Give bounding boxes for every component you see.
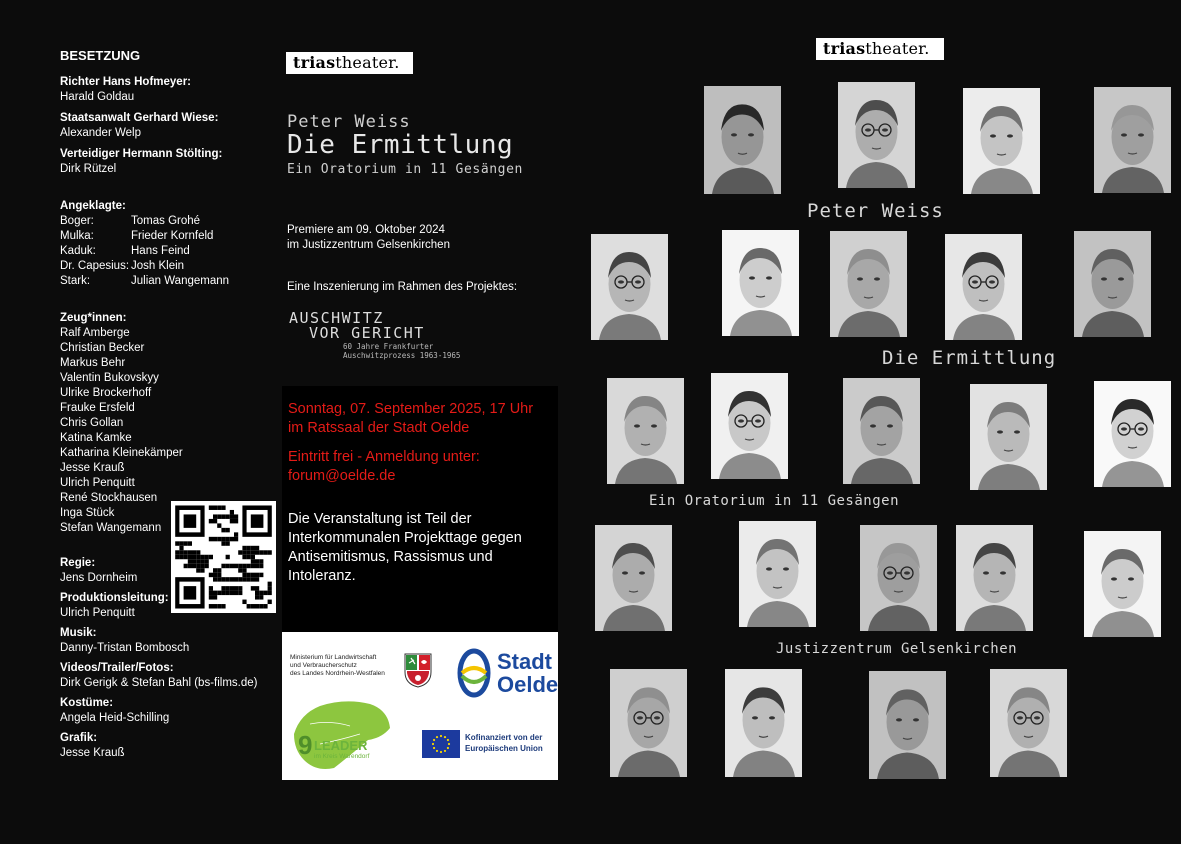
portrait-face-icon (1094, 381, 1171, 487)
nrw-crest-icon (403, 652, 433, 688)
cast-portrait (1084, 531, 1161, 637)
leader-logo: 9 LEADER im Kreis Warendorf (290, 694, 400, 774)
trias-theater-logo: triastheater. (286, 52, 413, 74)
eu-cofunding-logo: Kofinanziert von der Europäischen Union (422, 730, 552, 758)
portrait-face-icon (970, 384, 1047, 490)
cast-portrait (838, 82, 915, 188)
cast-portrait (860, 525, 937, 631)
qr-code[interactable] (171, 501, 276, 613)
cast-portrait (711, 373, 788, 479)
cast-portrait (1094, 381, 1171, 487)
portrait-face-icon (739, 521, 816, 627)
cast-role: Richter Hans Hofmeyer: Harald Goldau (60, 76, 192, 103)
event-entry: Eintritt frei - Anmeldung unter: (288, 449, 480, 465)
cast-portrait (990, 669, 1067, 777)
eu-flag-icon (422, 730, 460, 758)
cast-portrait (956, 525, 1033, 631)
event-date: Sonntag, 07. September 2025, 17 Uhr (288, 401, 534, 417)
event-email[interactable]: forum@oelde.de (288, 468, 396, 484)
cast-portrait (704, 86, 781, 194)
cast-portrait (843, 378, 920, 484)
portrait-face-icon (1074, 231, 1151, 337)
cast-title: BESETZUNG (60, 48, 141, 63)
cast-role: Staatsanwalt Gerhard Wiese: Alexander Welp (60, 112, 219, 139)
event-note: Die Veranstaltung ist Teil der Interkommunalen Projekttage gegen Antisemitismus, Rassismus und Intoleranz. (288, 511, 522, 584)
qr-code-icon (171, 501, 276, 613)
portrait-face-icon (963, 88, 1040, 194)
cast-portrait (607, 378, 684, 484)
witnesses: Zeug*innen: Ralf Amberge Christian Becker Markus Behr Valentin Bukovskyy Ulrike Brockerhoff Frauke Ersfeld Chris Gollan Katina Kamke Katharina Kleinekämper Jesse Krauß Ulrich Penquitt René Stockhausen Inga Stück Stefan Wangemann (60, 312, 183, 534)
portrait-face-icon (843, 378, 920, 484)
sponsor-panel (282, 632, 558, 780)
trias-theater-logo-right: triastheater. (816, 38, 944, 60)
cast-portrait (1074, 231, 1151, 337)
portrait-face-icon (711, 373, 788, 479)
portrait-face-icon (1084, 531, 1161, 637)
stadt-oelde-logo: Stadt Oelde (457, 648, 557, 698)
cast-portrait (869, 671, 946, 779)
portrait-face-icon (607, 378, 684, 484)
cast-portrait (725, 669, 802, 777)
cast-portrait (945, 234, 1022, 340)
portrait-face-icon (990, 669, 1067, 777)
portrait-face-icon (830, 231, 907, 337)
event-venue: im Ratssaal der Stadt Oelde (288, 420, 470, 436)
portrait-face-icon (869, 671, 946, 779)
portrait-face-icon (704, 86, 781, 194)
defendants: Angeklagte: Boger: Tomas Grohé Mulka: Frieder Kornfeld Kaduk: Hans Feind Dr. Capesius: Josh Klein Stark: Julian Wangemann (60, 200, 230, 287)
cast-portrait (830, 231, 907, 337)
author: Peter Weiss (287, 112, 411, 132)
cast-portrait (591, 234, 668, 340)
portrait-face-icon (722, 230, 799, 336)
cast-list (60, 48, 260, 766)
play-title: Die Ermittlung (287, 130, 514, 160)
crew: Regie: Jens Dornheim Produktionsleitung: Ulrich Penquitt Musik: Danny-Tristan Bombosch Videos/Trailer/Fotos: Dirk Gerigk & Stefan Bahl (bs-films.de) Kostüme: Angela Heid-Schilling Grafik: Jesse Krauß (60, 557, 258, 759)
portrait-face-icon (945, 234, 1022, 340)
cast-portrait (963, 88, 1040, 194)
portrait-face-icon (595, 525, 672, 631)
auschwitz-vor-gericht-logo: AUSCHWITZ VOR GERICHT 60 Jahre Frankfurter Auschwitzprozess 1963-1965 (289, 309, 461, 360)
portrait-face-icon (1094, 87, 1171, 193)
cast-portrait (739, 521, 816, 627)
overlay-author: Peter Weiss (807, 200, 944, 222)
cast-portrait (595, 525, 672, 631)
stadt-oelde-icon (457, 648, 493, 698)
cast-portrait (970, 384, 1047, 490)
overlay-subtitle: Ein Oratorium in 11 Gesängen (649, 493, 900, 509)
cast-portrait (1094, 87, 1171, 193)
cast-portrait (722, 230, 799, 336)
ministry-text: Ministerium für Landwirtschaft und Verbraucherschutz des Landes Nordrhein-Westfalen (290, 654, 385, 677)
title-block (287, 112, 523, 177)
cast-role: Verteidiger Hermann Stölting: Dirk Rützel (60, 148, 223, 175)
overlay-play-title: Die Ermittlung (882, 347, 1057, 369)
portrait-face-icon (860, 525, 937, 631)
portrait-face-icon (838, 82, 915, 188)
overlay-location: Justizzentrum Gelsenkirchen (776, 641, 1018, 657)
portrait-face-icon (591, 234, 668, 340)
portrait-face-icon (610, 669, 687, 777)
leader-map-icon (290, 694, 400, 774)
event-box (282, 386, 558, 632)
premiere-info: Premiere am 09. Oktober 2024 im Justizzentrum Gelsenkirchen (287, 224, 450, 251)
project-line: Eine Inszenierung im Rahmen des Projektes: (287, 281, 518, 293)
portrait-face-icon (956, 525, 1033, 631)
svg-text:9: 9 (298, 730, 313, 760)
play-subtitle: Ein Oratorium in 11 Gesängen (287, 162, 523, 177)
cast-portrait (610, 669, 687, 777)
portrait-face-icon (725, 669, 802, 777)
